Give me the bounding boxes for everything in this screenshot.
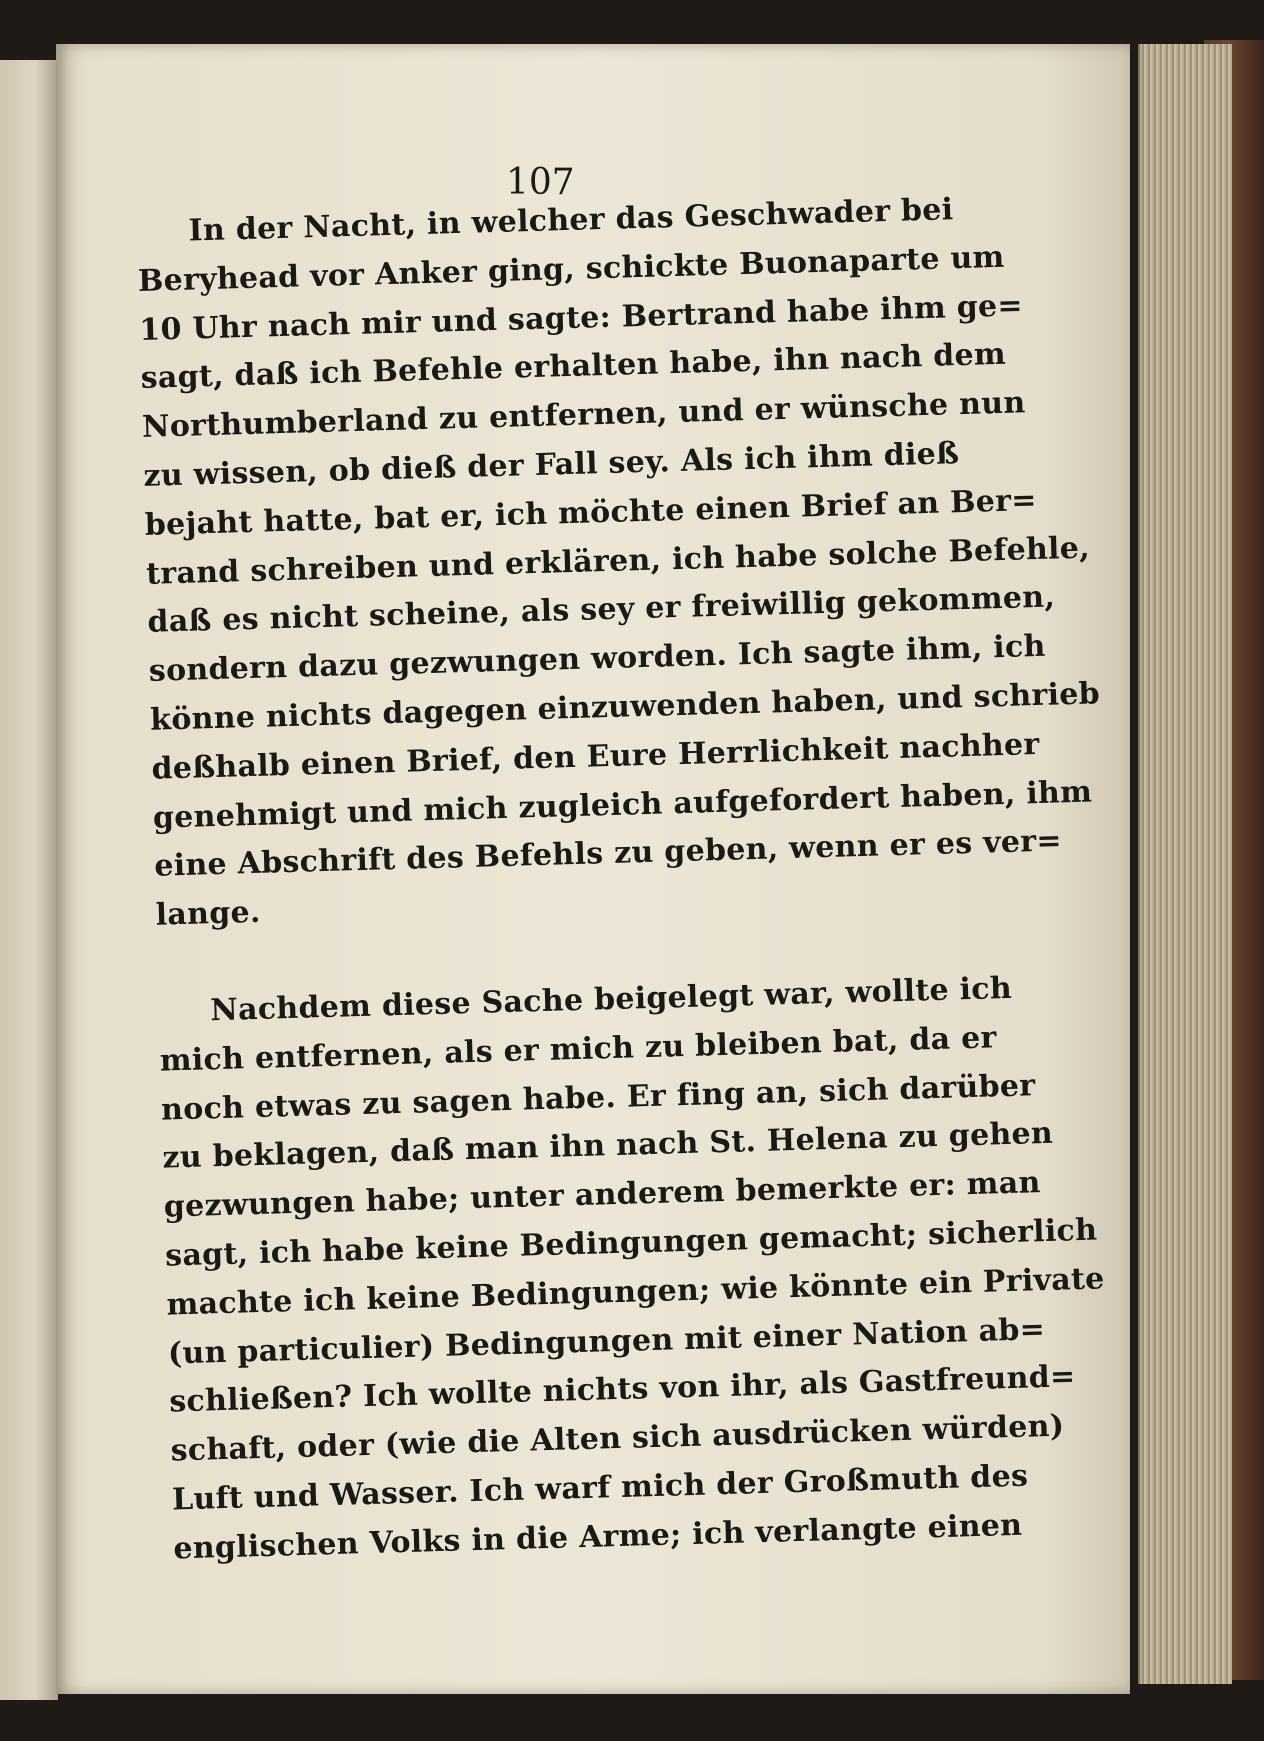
- text-line: englischen Volks in die Arme; ich verlangte einen: [172, 1507, 1023, 1567]
- text-line: In der Nacht, in welcher das Geschwader bei: [188, 192, 954, 249]
- text-line: trand schreiben und erklären, ich habe solche Befehle,: [145, 530, 1091, 592]
- page-number: 107: [506, 162, 575, 203]
- text-line: schließen? Ich wollte nichts von ihr, als Gastfreund=: [168, 1359, 1076, 1420]
- page-text: [136, 185, 1106, 1574]
- text-line: schaft, oder (wie die Alten sich ausdrücken würden): [170, 1408, 1065, 1469]
- text-line: sagt, daß ich Befehle erhalten habe, ihn nach dem: [140, 337, 1007, 397]
- paragraph-2: [158, 965, 1106, 1574]
- text-line: sondern dazu gezwungen worden. Ich sagte ihm, ich: [148, 628, 1047, 689]
- text-line: zu beklagen, daß man ihn nach St. Helena zu gehen: [162, 1116, 1054, 1176]
- text-line: 10 Uhr nach mir und sagte: Bertrand habe ihm ge=: [138, 287, 1024, 348]
- text-line: machte ich keine Bedingungen; wie könnte ein Private: [166, 1261, 1106, 1323]
- text-line: sagt, ich habe keine Bedingungen gemacht; sicherlich: [164, 1212, 1098, 1274]
- text-line: noch etwas zu sagen habe. Er fing an, sich darüber: [160, 1067, 1036, 1128]
- text-line: bejaht hatte, bat er, ich möchte einen Brief an Ber=: [144, 482, 1038, 543]
- text-line: lange.: [155, 894, 262, 933]
- text-line: Beryhead vor Anker ging, schickte Buonaparte um: [137, 239, 1006, 299]
- text-line: zu wissen, ob dieß der Fall sey. Als ich ihm dieß: [142, 436, 960, 494]
- text-line: Northumberland zu entfernen, und er wünsche nun: [141, 385, 1026, 446]
- text-line: Luft und Wasser. Ich warf mich der Großmuth des: [171, 1458, 1029, 1518]
- text-line: genehmigt und mich zugleich aufgefordert haben, ihm: [152, 774, 1093, 836]
- text-line: deßhalb einen Brief, den Eure Herrlichkeit nachher: [151, 726, 1040, 787]
- left-page-margin: [0, 60, 58, 1700]
- page-edges: [1138, 44, 1232, 1684]
- text-line: gezwungen habe; unter anderem bemerkte er: man: [163, 1165, 1042, 1225]
- text-line: Nachdem diese Sache beigelegt war, wollte ich: [209, 970, 1013, 1029]
- text-line: könne nichts dagegen einzuwenden haben, und schrieb: [149, 676, 1101, 738]
- text-line: eine Abschrift des Befehls zu geben, wenn er es ver=: [153, 823, 1063, 885]
- paragraph-1: [136, 185, 1101, 941]
- text-line: daß es nicht scheine, als sey er freiwillig gekommen,: [147, 579, 1056, 641]
- book-page: [56, 44, 1130, 1694]
- text-line: mich entfernen, als er mich zu bleiben bat, da er: [159, 1020, 998, 1079]
- text-line: (un particulier) Bedingungen mit einer Nation ab=: [167, 1311, 1046, 1372]
